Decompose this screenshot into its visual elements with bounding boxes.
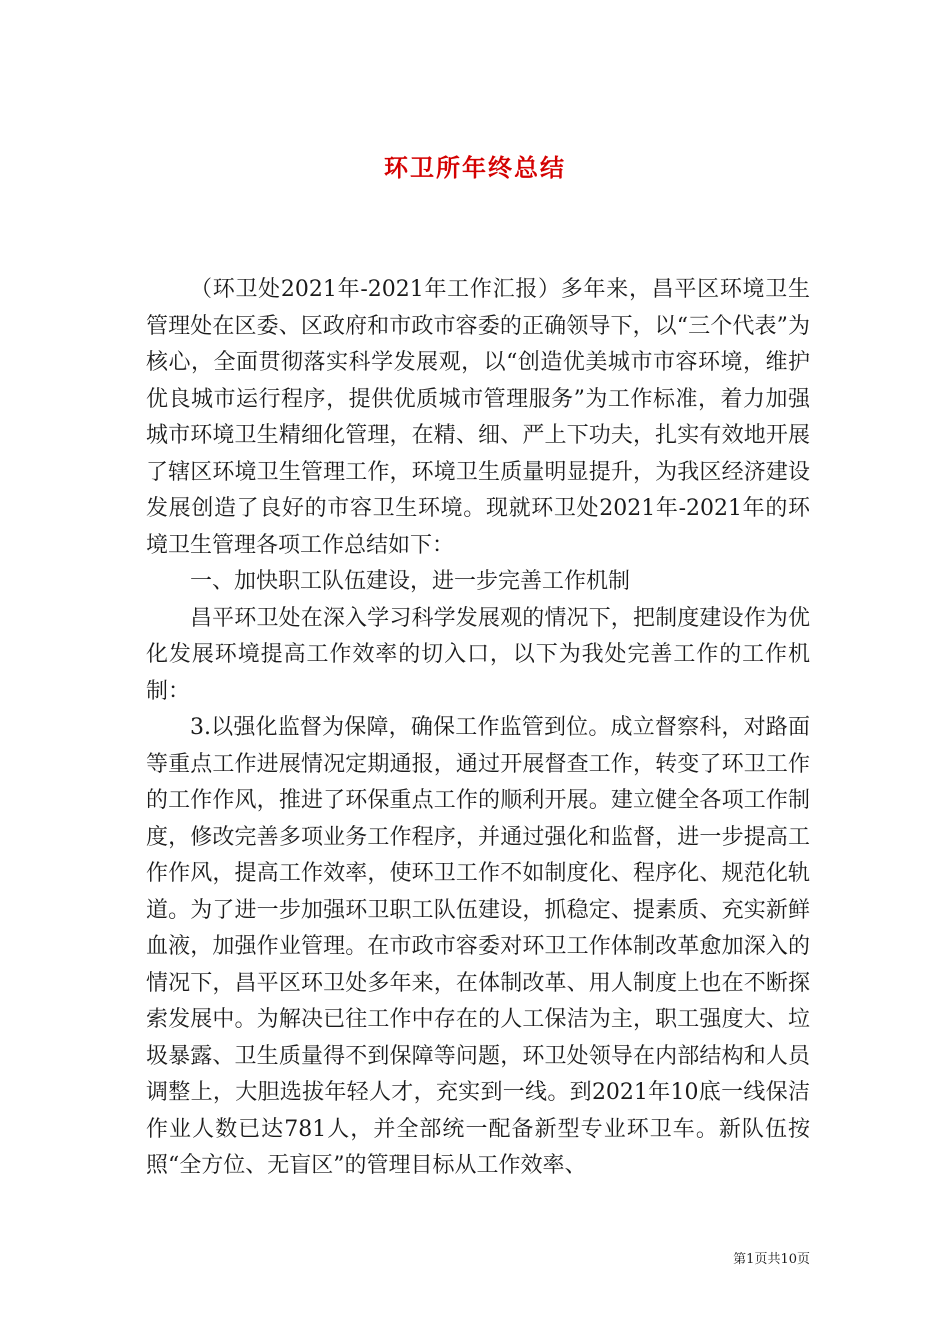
document-title: 环卫所年终总结 (384, 153, 566, 183)
paragraph-supervision: 3.以强化监督为保障，确保工作监管到位。成立督察科，对路面等重点工作进展情况定期通报，通过开展督查工作，转变了环卫工作的工作作风，推进了环保重点工作的顺利开展。建立健全各项工作制度，修改完善多项业务工作程序，并通过强化和监督，进一步提高工作作风，提高工作效率，使环卫工作不如制度化、程序化、规范化轨道。为了进一步加强环卫职工队伍建设，抓稳定、提素质、充实新鲜血液，加强作业管理。在市政市容委对环卫工作体制改革愈加深入的情况下，昌平区环卫处多年来，在体制改革、用人制度上也在不断探索发展中。为解决已往工作中存在的人工保洁为主，职工强度大、垃圾暴露、卫生质量得不到保障等问题，环卫处领导在内部结构和人员调整上，大胆选拔年轻人才，充实到一线。到2021年10底一线保洁作业人数已达781人，并全部统一配备新型专业环卫车。新队伍按照“全方位、无盲区”的管理目标从工作效率、 (146, 715, 810, 1178)
page-number: 第1页共10页 (733, 1252, 810, 1267)
paragraph-intro: （环卫处2021年-2021年工作汇报）多年来，昌平区环境卫生管理处在区委、区政府和市政市容委的正确领导下，以“三个代表”为核心，全面贯彻落实科学发展观，以“创造优美城市市容环境，维护优良城市运行程序，提供优质城市管理服务”为工作标准，着力加强城市环境卫生精细化管理，在精、细、严上下功夫，扎实有效地开展了辖区环境卫生管理工作，环境卫生质量明显提升，为我区经济建设发展创造了良好的市容卫生环境。现就环卫处2021年-2021年的环境卫生管理各项工作总结如下： (146, 277, 810, 558)
paragraph-mechanism: 昌平环卫处在深入学习科学发展观的情况下，把制度建设作为优化发展环境提高工作效率的切入口，以下为我处完善工作的工作机制： (146, 605, 810, 704)
document-body (146, 272, 810, 1185)
section-heading: 一、加快职工队伍建设，进一步完善工作机制 (190, 569, 631, 594)
